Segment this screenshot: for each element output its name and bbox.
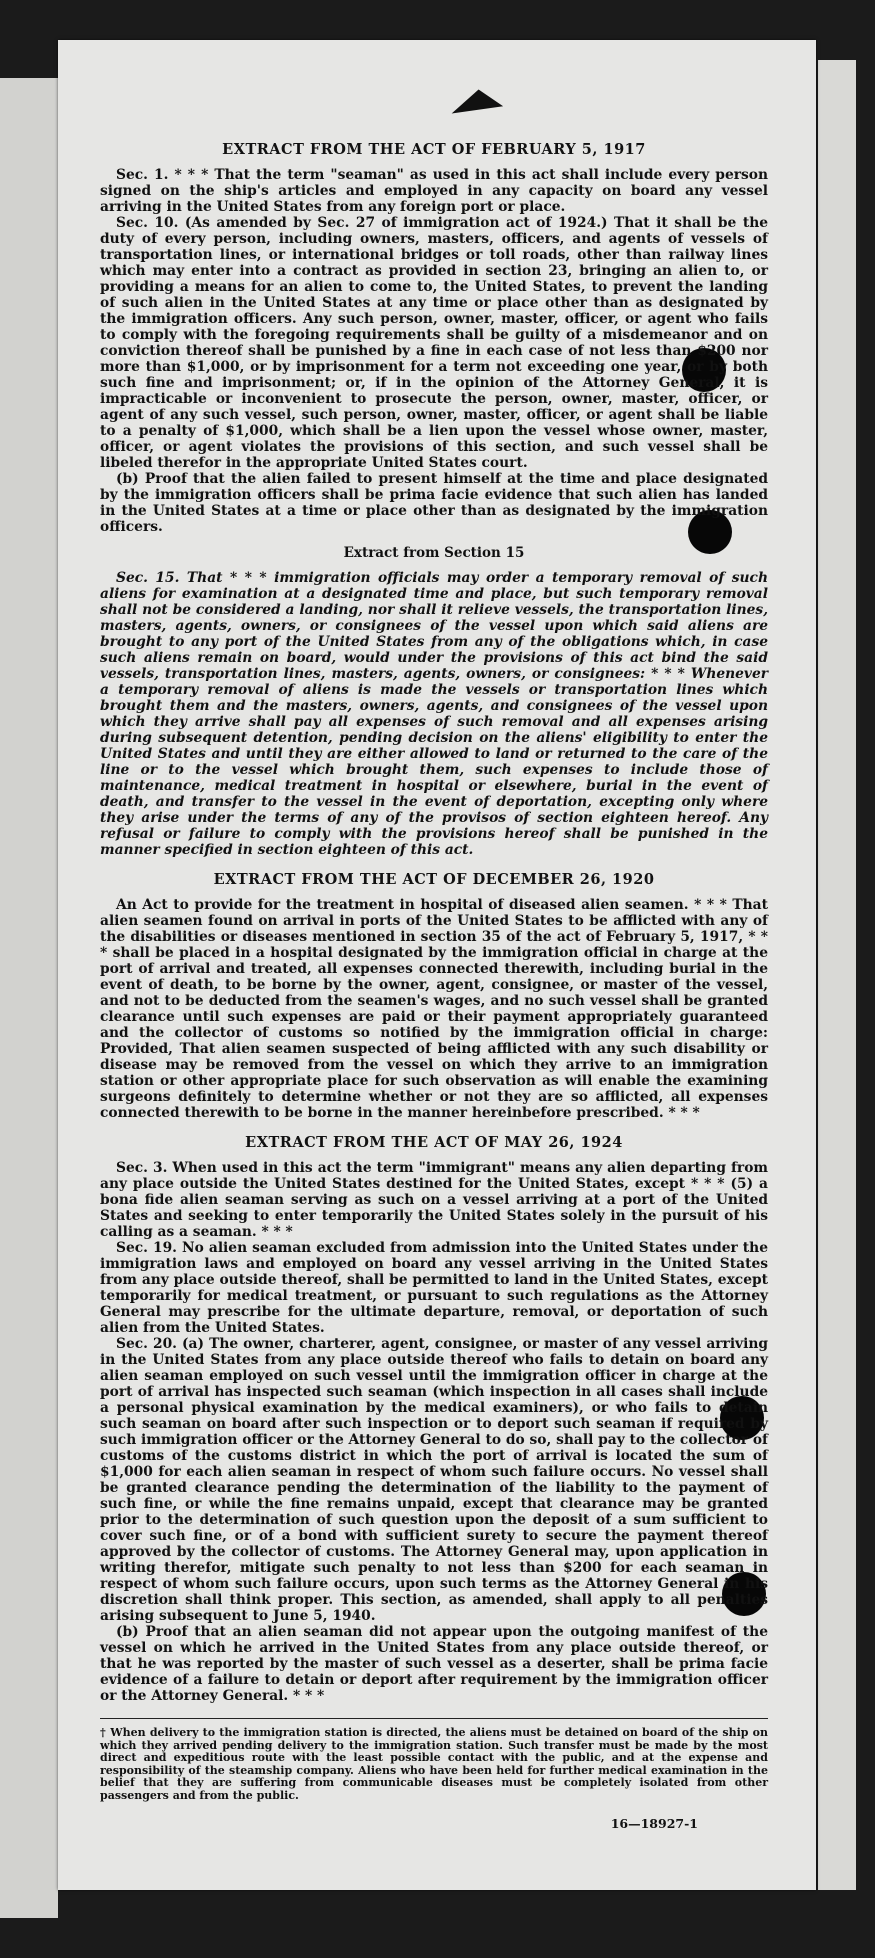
document-body — [100, 142, 768, 1832]
paragraph-sec10b: (b) Proof that the alien failed to present himself at the time and place designated by the immigration officers shall be prima facie evidence that such alien has landed in the United States at a time or place other than as designated by the immigration officers. — [100, 471, 768, 535]
paragraph-sec3: Sec. 3. When used in this act the term "immigrant" means any alien departing from any place outside the United States destined for the United States, except * * * (5) a bona fide alien seaman serving as such on a vessel arriving at a port of the United States and seeking to enter temporarily the United States solely in the pursuit of his calling as a seaman. * * * — [100, 1160, 768, 1240]
footnote: † When delivery to the immigration station is directed, the aliens must be detained on board of the ship on which they arrived pending delivery to the immigration station. Such transfer must be made by the most direct and expeditious route with the least possible contact with the public, and at the expense and responsibility of the steamship company. Aliens who have been held for further medical examination in the belief that they are suffering from communicable diseases must be completely isolated from other passengers and from the public. — [100, 1726, 768, 1802]
background-page-right — [818, 60, 856, 1890]
heading-section-15: Extract from Section 15 — [343, 545, 525, 561]
paragraph-sec15: Sec. 15. That * * * immigration officials may order a temporary removal of such aliens for examination at a designated time and place, but such temporary removal shall not be considered a landing, nor shall it relieve vessels, the transportation lines, masters, agents, owners, or consignees of the vessel upon which said aliens are brought to any port of the United States from any of the obligations which, in case such aliens remain on board, would under the provisions of this act bind the said vessels, transportation lines, masters, agents, owners, or consignees: * * * Whenever a temporary removal of aliens is made the vessels or transportation lines which brought them and the masters, owners, agents, and consignees of the vessel upon which they arrive shall pay all expenses of such removal and all expenses arising during subsequent detention, pending decision on the aliens' eligibility to enter the United States and until they are either allowed to land or returned to the care of the line or to the vessel which brought them, such expenses to include those of maintenance, medical treatment in hospital or elsewhere, burial in the event of death, and transfer to the vessel in the event of deportation, excepting only where they arise under the terms of any of the provisos of section eighteen hereof. Any refusal or failure to comply with the provisions hereof shall be punished in the manner specified in section eighteen of this act. — [100, 570, 768, 858]
heading-act-1917: EXTRACT FROM THE ACT OF FEBRUARY 5, 1917 — [222, 141, 646, 158]
heading-act-1920: EXTRACT FROM THE ACT OF DECEMBER 26, 1920 — [213, 871, 655, 888]
form-number: 16—18927-1 — [610, 1816, 698, 1831]
paragraph-sec1: Sec. 1. * * * That the term "seaman" as used in this act shall include every person signed on the ship's articles and employed in any capacity on board any vessel arriving in the United States from any foreign port or place. — [100, 167, 768, 215]
footnote-divider — [100, 1718, 768, 1719]
paragraph-act-1920: An Act to provide for the treatment in hospital of diseased alien seamen. * * * That alien seamen found on arrival in ports of the United States to be afflicted with any of the disabilities or diseases mentioned in section 35 of the act of February 5, 1917, * * * shall be placed in a hospital designated by the immigration official in charge at the port of arrival and treated, all expenses connected therewith, including burial in the event of death, to be borne by the owner, agent, consignee, or master of the vessel, and not to be deducted from the seamen's wages, and no such vessel shall be granted clearance until such expenses are paid or their payment appropriately guaranteed and the collector of customs so notified by the immigration official in charge: Provided, That alien seamen suspected of being afflicted with any such disability or disease may be removed from the vessel on which they arrive to an immigration station or other appropriate place for such observation as will enable the examining surgeons definitely to determine whether or not they are so afflicted, all expenses connected therewith to be borne in the manner hereinbefore prescribed. * * * — [100, 897, 768, 1121]
paragraph-sec19: Sec. 19. No alien seaman excluded from admission into the United States under the immigration laws and employed on board any vessel arriving in the United States from any place outside thereof, shall be permitted to land in the United States, except temporarily for medical treatment, or pursuant to such regulations as the Attorney General may prescribe for the ultimate departure, removal, or deportation of such alien from the United States. — [100, 1240, 768, 1336]
paragraph-sec20b: (b) Proof that an alien seaman did not appear upon the outgoing manifest of the vessel on which he arrived in the United States from any place outside thereof, or that he was reported by the master of such vessel as a deserter, shall be prima facie evidence of a failure to detain or deport after requirement by the immigration officer or the Attorney General. * * * — [100, 1624, 768, 1704]
document-page — [58, 40, 816, 1890]
punch-notch — [449, 86, 503, 113]
background-page-left — [0, 78, 58, 1918]
paragraph-sec10: Sec. 10. (As amended by Sec. 27 of immigration act of 1924.) That it shall be the duty of every person, including owners, masters, officers, and agents of vessels of transportation lines, or international bridges or toll roads, other than railway lines which may enter into a contract as provided in section 23, bringing an alien to, or providing a means for an alien to come to, the United States, to prevent the landing of such alien in the United States at any time or place other than as designated by the immigration officers. Any such person, owner, master, officer, or agent who fails to comply with the foregoing requirements shall be guilty of a misdemeanor and on conviction thereof shall be punished by a fine in each case of not less than $200 nor more than $1,000, or by imprisonment for a term not exceeding one year, or by both such fine and imprisonment; or, if in the opinion of the Attorney General, it is impracticable or inconvenient to prosecute the person, owner, master, officer, or agent of any such vessel, such person, owner, master, officer, or agent shall be liable to a penalty of $1,000, which shall be a lien upon the vessel whose owner, master, officer, or agent violates the provisions of this section, and such vessel shall be libeled therefor in the appropriate United States court. — [100, 215, 768, 471]
paragraph-sec20a: Sec. 20. (a) The owner, charterer, agent, consignee, or master of any vessel arriving in the United States from any place outside thereof who fails to detain on board any alien seaman employed on such vessel until the immigration officer in charge at the port of arrival has inspected such seaman (which inspection in all cases shall include a personal physical examination by the medical examiners), or who fails to detain such seaman on board after such inspection or to deport such seaman if required by such immigration officer or the Attorney General to do so, shall pay to the collector of customs of the customs district in which the port of arrival is located the sum of $1,000 for each alien seaman in respect of whom such failure occurs. No vessel shall be granted clearance pending the determination of the liability to the payment of such fine, or while the fine remains unpaid, except that clearance may be granted prior to the determination of such question upon the deposit of a sum sufficient to cover such fine, or of a bond with sufficient surety to secure the payment thereof approved by the collector of customs. The Attorney General may, upon application in writing therefor, mitigate such penalty to not less than $200 for each seaman in respect of whom such failure occurs, upon such terms as the Attorney General in his discretion shall think proper. This section, as amended, shall apply to all penalties arising subsequent to June 5, 1940. — [100, 1336, 768, 1624]
heading-act-1924: EXTRACT FROM THE ACT OF MAY 26, 1924 — [245, 1134, 623, 1151]
